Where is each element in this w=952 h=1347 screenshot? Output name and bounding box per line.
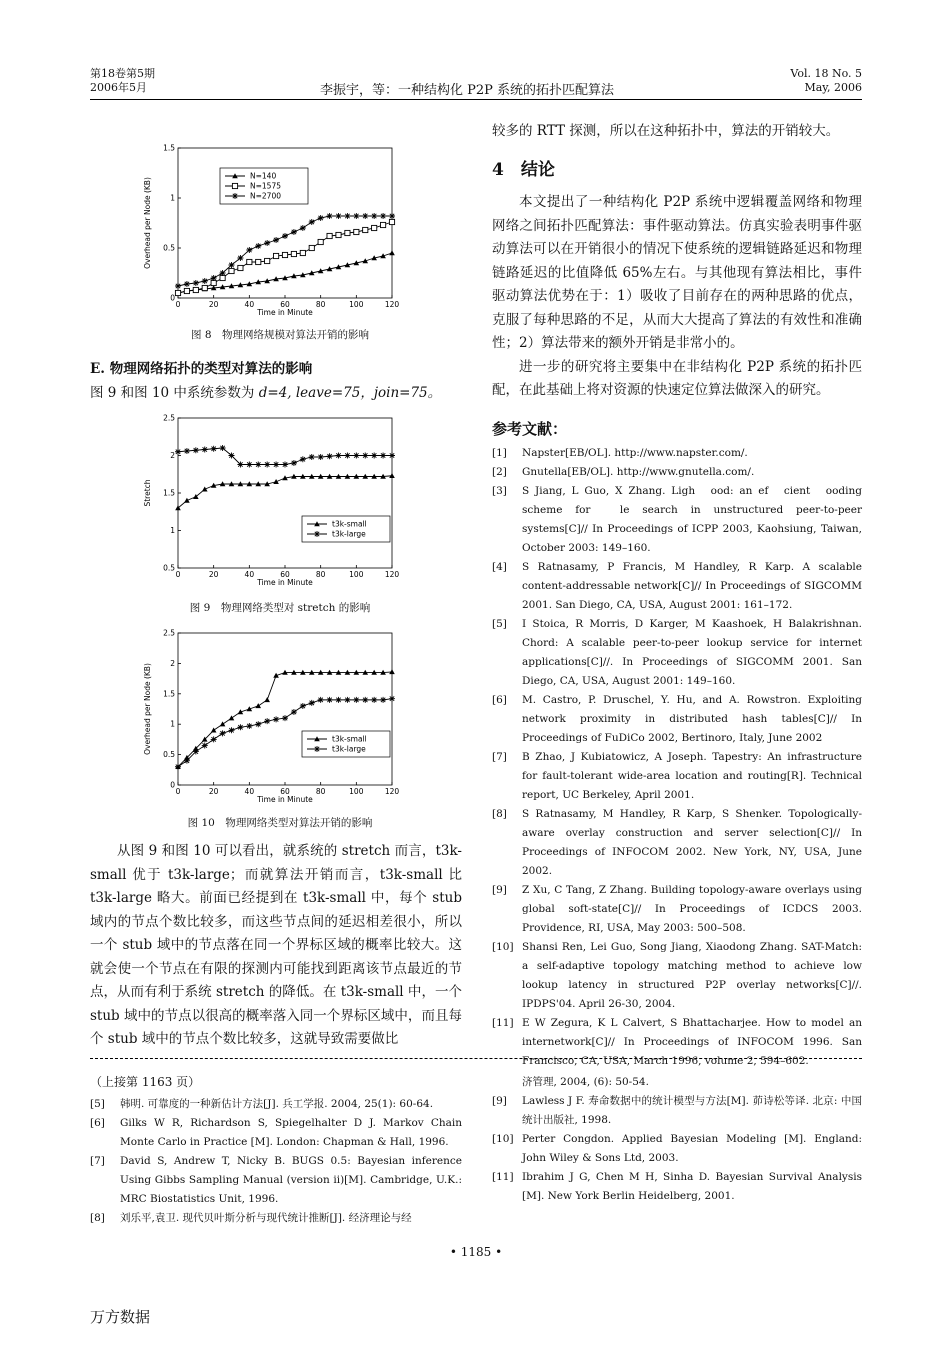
x-tick-label: 120 bbox=[384, 570, 400, 579]
star-marker bbox=[273, 237, 279, 243]
star-marker bbox=[380, 453, 386, 459]
continuation-separator bbox=[90, 1058, 862, 1059]
star-marker bbox=[389, 213, 395, 219]
y-tick-label: 0.5 bbox=[163, 750, 175, 760]
running-title: 李振宇，等：一种结构化 P2P 系统的拓扑匹配算法 bbox=[320, 83, 615, 98]
y-tick-label: 2 bbox=[170, 658, 175, 668]
reference-item bbox=[492, 691, 862, 748]
x-tick-label: 0 bbox=[175, 570, 181, 579]
x-tick-label: 60 bbox=[280, 787, 290, 796]
star-marker bbox=[175, 283, 181, 289]
y-tick-label: 0 bbox=[170, 293, 175, 303]
star-marker bbox=[246, 723, 252, 729]
figure-9-caption: 图 9 物理网络类型对 stretch 的影响 bbox=[189, 602, 371, 614]
reference-text: Shansi Ren, Lei Guo, Song Jiang, Xiaodong Zhang. SAT-Match: a self-adaptive topology matching method to achieve low lookup latency in structured P2P overlay networks[C]//. IPDPS'04. April 26-30, 2004. bbox=[522, 941, 862, 1010]
star-marker bbox=[389, 453, 395, 459]
reference-item bbox=[492, 558, 862, 615]
y-tick-label: 1.5 bbox=[163, 143, 175, 153]
reference-item bbox=[492, 748, 862, 805]
figure-8-chart bbox=[140, 140, 410, 320]
date-en: May, 2006 bbox=[804, 81, 862, 94]
star-marker bbox=[314, 531, 320, 537]
conclusion-paragraph-1: 本文提出了一种结构化 P2P 系统中逻辑覆盖网络和物理网络之间拓扑匹配算法：事件驱动算法。仿真实验表明事件驱动算法可以在开销很小的情况下使系统的逻辑链路延迟和物理链路延迟的比值降低 65%左右。与其他现有算法相比，事件驱动算法优势在于：1）吸收了目前存在的两种思路的优点，克服了每种思路的不足，从而大大提高了算法的有效性和准确性；2）算法带来的额外开销是非常小的。 bbox=[492, 194, 862, 351]
star-marker bbox=[220, 730, 226, 736]
reference-item bbox=[492, 1014, 862, 1071]
reference-item bbox=[492, 482, 862, 558]
star-marker bbox=[282, 462, 288, 468]
star-marker bbox=[327, 697, 333, 703]
legend-label: t3k-large bbox=[332, 529, 366, 539]
x-tick-label: 80 bbox=[315, 570, 326, 579]
reference-item bbox=[492, 938, 862, 1014]
star-marker bbox=[211, 736, 217, 742]
x-tick-label: 100 bbox=[349, 787, 364, 796]
star-marker bbox=[353, 213, 359, 219]
star-marker bbox=[232, 193, 238, 199]
plot-frame bbox=[178, 418, 392, 568]
star-marker bbox=[344, 697, 350, 703]
star-marker bbox=[282, 715, 288, 721]
legend-label: t3k-large bbox=[332, 744, 366, 754]
y-tick-label: 1 bbox=[170, 526, 175, 535]
star-marker bbox=[380, 213, 386, 219]
y-tick-label: 0.5 bbox=[163, 563, 175, 573]
conclusion-block bbox=[492, 191, 862, 403]
square-marker bbox=[327, 233, 332, 238]
star-marker bbox=[273, 462, 279, 468]
star-marker bbox=[255, 243, 261, 249]
reference-number: [6] bbox=[90, 1117, 105, 1129]
reference-number: [1] bbox=[492, 447, 507, 459]
square-marker bbox=[318, 239, 323, 244]
square-marker bbox=[336, 232, 341, 237]
square-marker bbox=[389, 219, 394, 224]
figure-9-chart bbox=[140, 410, 410, 590]
reference-number: [11] bbox=[492, 1171, 514, 1183]
figure-9-svg bbox=[140, 410, 410, 590]
reference-item bbox=[90, 1209, 462, 1228]
y-tick-label: 1.5 bbox=[163, 689, 175, 699]
section-e-text-pre: 图 9 和图 10 中系统参数为 bbox=[90, 385, 259, 401]
y-axis-label: Stretch bbox=[143, 479, 152, 507]
section-e-params: d=4, leave=75，join=75。 bbox=[258, 385, 442, 401]
star-marker bbox=[229, 453, 235, 459]
bottom-right-refs bbox=[492, 1092, 862, 1206]
star-marker bbox=[202, 742, 208, 748]
star-marker bbox=[237, 255, 243, 261]
square-marker bbox=[363, 227, 368, 232]
conclusion-paragraph-2: 进一步的研究将主要集中在非结构化 P2P 系统的拓扑匹配，在此基础上将对资源的快速定位算法做深入的研究。 bbox=[492, 358, 862, 398]
star-marker bbox=[175, 449, 181, 455]
star-marker bbox=[371, 697, 377, 703]
star-marker bbox=[371, 213, 377, 219]
square-marker bbox=[247, 259, 252, 264]
star-marker bbox=[362, 213, 368, 219]
reference-text: 韩明. 可靠度的一种新估计方法[J]. 兵工学报. 2004, 25(1): 60-64. bbox=[120, 1098, 434, 1110]
reference-number: [11] bbox=[492, 1017, 514, 1029]
reference-number: [10] bbox=[492, 1133, 514, 1145]
reference-number: [7] bbox=[492, 751, 507, 763]
star-marker bbox=[202, 278, 208, 284]
star-marker bbox=[362, 453, 368, 459]
reference-number: [5] bbox=[90, 1098, 105, 1110]
legend-label: N=1575 bbox=[250, 181, 281, 191]
star-marker bbox=[371, 453, 377, 459]
continued-from-label: （上接第 1163 页） bbox=[90, 1075, 201, 1089]
figure-10-caption: 图 10 物理网络类型对算法开销的影响 bbox=[187, 817, 373, 829]
x-tick-label: 120 bbox=[384, 787, 400, 796]
bottom-right-continued: 济管理, 2004, (6): 50-54. bbox=[522, 1076, 649, 1088]
star-marker bbox=[300, 703, 306, 709]
star-marker bbox=[184, 448, 190, 454]
star-marker bbox=[273, 716, 279, 722]
square-marker bbox=[291, 251, 296, 256]
star-marker bbox=[202, 447, 208, 453]
reference-text: 刘乐平,袁卫. 现代贝叶斯分析与现代统计推断[J]. 经济理论与经 bbox=[120, 1212, 412, 1224]
square-marker bbox=[256, 259, 261, 264]
x-tick-label: 20 bbox=[208, 787, 219, 796]
reference-text: Z Xu, C Tang, Z Zhang. Building topology-aware overlays using global soft-state[C]// In Proceedings of ICDCS 2003. Providence, RI, USA, May 2003: 500–508. bbox=[522, 884, 862, 934]
reference-text: M. Castro, P. Druschel, Y. Hu, and A. Rowstron. Exploiting network proximity in distributed hash tables[C]// In Proceedings of FuDiCo 2002, Bertinoro, Italy, June 2002 bbox=[522, 694, 862, 744]
star-marker bbox=[380, 697, 386, 703]
reference-number: [6] bbox=[492, 694, 507, 706]
references-list bbox=[492, 444, 862, 1071]
reference-text: David S, Andrew T, Nicky B. BUGS 0.5: Bayesian inference Using Gibbs Sampling Manual (version ii)[M]. Cambridge, U.K.: MRC Biostatistics Unit, 1996. bbox=[120, 1155, 462, 1205]
square-marker bbox=[273, 253, 278, 258]
x-tick-label: 40 bbox=[244, 787, 255, 796]
reference-text: Gilks W R, Richardson S, Spiegelhalter D J. Markov Chain Monte Carlo in Practice [M]. London: Chapman & Hall, 1996. bbox=[120, 1117, 462, 1148]
star-marker bbox=[246, 462, 252, 468]
x-axis-label: Time in Minute bbox=[257, 795, 313, 804]
star-marker bbox=[327, 213, 333, 219]
reference-item bbox=[492, 1092, 862, 1130]
reference-item bbox=[492, 805, 862, 881]
reference-text: Napster[EB/OL]. http://www.napster.com/. bbox=[522, 447, 748, 459]
square-marker bbox=[202, 285, 207, 290]
continued-text: 较多的 RTT 探测，所以在这种拓扑中，算法的开销较大。 bbox=[492, 123, 840, 139]
reference-item bbox=[492, 1168, 862, 1206]
star-marker bbox=[389, 696, 395, 702]
volume-cn: 第18卷第5期 bbox=[90, 67, 155, 80]
star-marker bbox=[255, 721, 261, 727]
square-marker bbox=[229, 268, 234, 273]
y-axis-label: Overhead per Node (KB) bbox=[143, 663, 152, 755]
star-marker bbox=[318, 454, 324, 460]
star-marker bbox=[282, 233, 288, 239]
reference-text: Lawless J F. 寿命数据中的统计模型与方法[M]. 茆诗松等译. 北京: 中国统计出版社, 1998. bbox=[522, 1095, 862, 1126]
star-marker bbox=[264, 240, 270, 246]
y-axis-label: Overhead per Node (KB) bbox=[143, 177, 152, 269]
x-tick-label: 60 bbox=[280, 300, 290, 309]
star-marker bbox=[336, 453, 342, 459]
section-e-text bbox=[90, 381, 441, 401]
star-marker bbox=[220, 445, 226, 451]
reference-item bbox=[90, 1095, 462, 1114]
x-tick-label: 100 bbox=[349, 300, 364, 309]
x-axis-label: Time in Minute bbox=[257, 578, 313, 587]
bottom-left-block bbox=[90, 1073, 462, 1228]
right-column bbox=[492, 120, 862, 144]
x-tick-label: 0 bbox=[175, 787, 181, 796]
x-tick-label: 0 bbox=[175, 300, 181, 309]
star-marker bbox=[353, 453, 359, 459]
star-marker bbox=[362, 697, 368, 703]
reference-number: [3] bbox=[492, 485, 507, 497]
square-marker bbox=[175, 290, 180, 295]
page-number: • 1185 • bbox=[449, 1245, 503, 1259]
square-marker bbox=[193, 287, 198, 292]
y-tick-label: 1.5 bbox=[163, 488, 175, 498]
watermark: 万方数据 bbox=[90, 1308, 151, 1326]
y-tick-label: 2.5 bbox=[163, 413, 175, 423]
star-marker bbox=[353, 697, 359, 703]
star-marker bbox=[193, 447, 199, 453]
y-tick-label: 0.5 bbox=[163, 243, 175, 253]
square-marker bbox=[282, 252, 287, 257]
x-tick-label: 80 bbox=[315, 787, 326, 796]
square-marker bbox=[372, 225, 377, 230]
bottom-right-block bbox=[492, 1073, 862, 1206]
x-tick-label: 40 bbox=[244, 300, 255, 309]
star-marker bbox=[309, 219, 315, 225]
star-marker bbox=[237, 462, 243, 468]
reference-item bbox=[492, 1130, 862, 1168]
star-marker bbox=[344, 213, 350, 219]
square-marker bbox=[238, 265, 243, 270]
star-marker bbox=[211, 446, 217, 452]
reference-number: [10] bbox=[492, 941, 514, 953]
reference-number: [8] bbox=[492, 808, 507, 820]
legend-label: t3k-small bbox=[332, 734, 367, 744]
figure-8-caption: 图 8 物理网络规模对算法开销的影响 bbox=[190, 329, 370, 341]
section-4-title: 4 结论 bbox=[492, 160, 555, 180]
reference-number: [7] bbox=[90, 1155, 105, 1167]
star-marker bbox=[300, 456, 306, 462]
volume-en: Vol. 18 No. 5 bbox=[790, 67, 862, 80]
y-tick-label: 2.5 bbox=[163, 628, 175, 638]
star-marker bbox=[344, 453, 350, 459]
reference-text: I Stoica, R Morris, D Karger, M Kaashoek, H Balakrishnan. Chord: A scalable peer-to-peer lookup service for internet applications[C]//. In Proceedings of SIGCOMM 2001. San Diego, CA, USA, August 2001: 149–160. bbox=[522, 618, 862, 687]
star-marker bbox=[246, 247, 252, 253]
bottom-left-refs bbox=[90, 1095, 462, 1228]
x-tick-label: 80 bbox=[315, 300, 326, 309]
square-marker bbox=[300, 250, 305, 255]
y-tick-label: 1 bbox=[170, 193, 175, 203]
x-tick-label: 100 bbox=[349, 570, 364, 579]
square-marker bbox=[184, 288, 189, 293]
x-tick-label: 20 bbox=[208, 300, 219, 309]
star-marker bbox=[314, 746, 320, 752]
reference-text: E W Zegura, K L Calvert, S Bhattacharjee. How to model an internetwork[C]// In Proceedings of INFOCOM 1996. San Francisco, CA, USA, March 1996, volume 2, 594–602. bbox=[522, 1017, 862, 1067]
reference-number: [5] bbox=[492, 618, 507, 630]
reference-item bbox=[492, 881, 862, 938]
square-marker bbox=[380, 222, 385, 227]
square-marker bbox=[345, 230, 350, 235]
star-marker bbox=[237, 724, 243, 730]
star-marker bbox=[255, 462, 261, 468]
reference-text: S Ratnasamy, P Francis, M Handley, R Karp. A scalable content-addressable network[C]// In Proceedings of SIGCOMM 2001. San Diego, CA, USA, August 2001: 161–172. bbox=[522, 561, 862, 611]
reference-number: [4] bbox=[492, 561, 507, 573]
star-marker bbox=[175, 764, 181, 770]
star-marker bbox=[291, 709, 297, 715]
legend-label: N=140 bbox=[250, 171, 277, 181]
star-marker bbox=[309, 454, 315, 460]
reference-number: [9] bbox=[492, 884, 507, 896]
square-marker bbox=[232, 183, 237, 188]
reference-item bbox=[492, 463, 862, 482]
reference-text: S Jiang, L Guo, X Zhang. Ligh ood: an ef cient ooding scheme for le search in unstructured peer-to-peer systems[C]// In Proceedings of ICPP 2003, Kaohsiung, Taiwan, October 2003: 149–160. bbox=[522, 485, 862, 554]
references-title: 参考文献： bbox=[492, 420, 568, 438]
y-tick-label: 2 bbox=[170, 451, 175, 460]
reference-item bbox=[492, 615, 862, 691]
star-marker bbox=[291, 229, 297, 235]
star-marker bbox=[211, 275, 217, 281]
square-marker bbox=[354, 229, 359, 234]
x-tick-label: 20 bbox=[208, 570, 219, 579]
star-marker bbox=[220, 270, 226, 276]
reference-number: [2] bbox=[492, 466, 507, 478]
star-marker bbox=[300, 225, 306, 231]
star-marker bbox=[264, 462, 270, 468]
star-marker bbox=[184, 758, 190, 764]
left-paragraph bbox=[90, 840, 462, 1052]
section-e-title: E. 物理网络拓扑的类型对算法的影响 bbox=[90, 361, 313, 377]
reference-number: [8] bbox=[90, 1212, 105, 1224]
reference-text: Gnutella[EB/OL]. http://www.gnutella.com/. bbox=[522, 466, 755, 478]
square-marker bbox=[211, 280, 216, 285]
square-marker bbox=[220, 275, 225, 280]
reference-number: [9] bbox=[492, 1095, 507, 1107]
reference-item bbox=[492, 444, 862, 463]
star-marker bbox=[336, 697, 342, 703]
star-marker bbox=[318, 215, 324, 221]
y-tick-label: 1 bbox=[170, 719, 175, 729]
figure-10-chart bbox=[140, 625, 410, 807]
header-rule bbox=[90, 99, 862, 100]
star-marker bbox=[229, 262, 235, 268]
legend-label: t3k-small bbox=[332, 519, 367, 529]
x-tick-label: 60 bbox=[280, 570, 290, 579]
star-marker bbox=[193, 280, 199, 286]
plot-frame bbox=[178, 633, 392, 785]
x-tick-label: 120 bbox=[384, 300, 400, 309]
square-marker bbox=[265, 258, 270, 263]
star-marker bbox=[264, 718, 270, 724]
figure-10-svg bbox=[140, 625, 410, 807]
star-marker bbox=[318, 697, 324, 703]
star-marker bbox=[309, 700, 315, 706]
star-marker bbox=[193, 749, 199, 755]
star-marker bbox=[184, 281, 190, 287]
star-marker bbox=[291, 460, 297, 466]
square-marker bbox=[309, 245, 314, 250]
reference-item bbox=[90, 1114, 462, 1152]
reference-item bbox=[90, 1152, 462, 1209]
discussion-paragraph: 从图 9 和图 10 可以看出，就系统的 stretch 而言，t3k-small 优于 t3k-large；而就算法开销而言，t3k-small 比 t3k-large 略大。前面已经提到在 t3k-small 中，每个 stub 域内的节点个数比较多，而这些节点间的延迟相差很小，所以一个 stub 域中的节点落在同一个界标区域的概率比较大。这就会使一个节点在有限的探测内可能找到距离该节点最近的节点，从而有利于系统 stretch 的降低。在 t3k-small 中，一个 stub 域中的节点以很高的概率落入同一个界标区域中，而且每个 stub 域中的节点个数比较多，这就导致需要做比 bbox=[90, 843, 462, 1047]
reference-text: B Zhao, J Kubiatowicz, A Joseph. Tapestry: An infrastructure for fault-tolerant wide-area location and routing[R]. Technical report, UC Berkeley, April 2001. bbox=[522, 751, 862, 801]
star-marker bbox=[229, 727, 235, 733]
figure-8-svg bbox=[140, 140, 410, 320]
y-tick-label: 0 bbox=[170, 780, 175, 790]
date-cn: 2006年5月 bbox=[90, 81, 147, 94]
x-axis-label: Time in Minute bbox=[257, 308, 313, 317]
reference-text: Ibrahim J G, Chen M H, Sinha D. Bayesian Survival Analysis [M]. New York Berlin Heidelberg, 2001. bbox=[522, 1171, 862, 1202]
x-tick-label: 40 bbox=[244, 570, 255, 579]
legend-label: N=2700 bbox=[250, 191, 281, 201]
star-marker bbox=[327, 453, 333, 459]
reference-text: S Ratnasamy, M Handley, R Karp, S Shenker. Topologically-aware overlay construction and server selection[C]// In Proceedings of INFOCOM 2002. New York, NY, USA, June 2002. bbox=[522, 808, 862, 877]
reference-text: Perter Congdon. Applied Bayesian Modeling [M]. England: John Wiley & Sons Ltd, 2003. bbox=[522, 1133, 862, 1164]
star-marker bbox=[336, 213, 342, 219]
